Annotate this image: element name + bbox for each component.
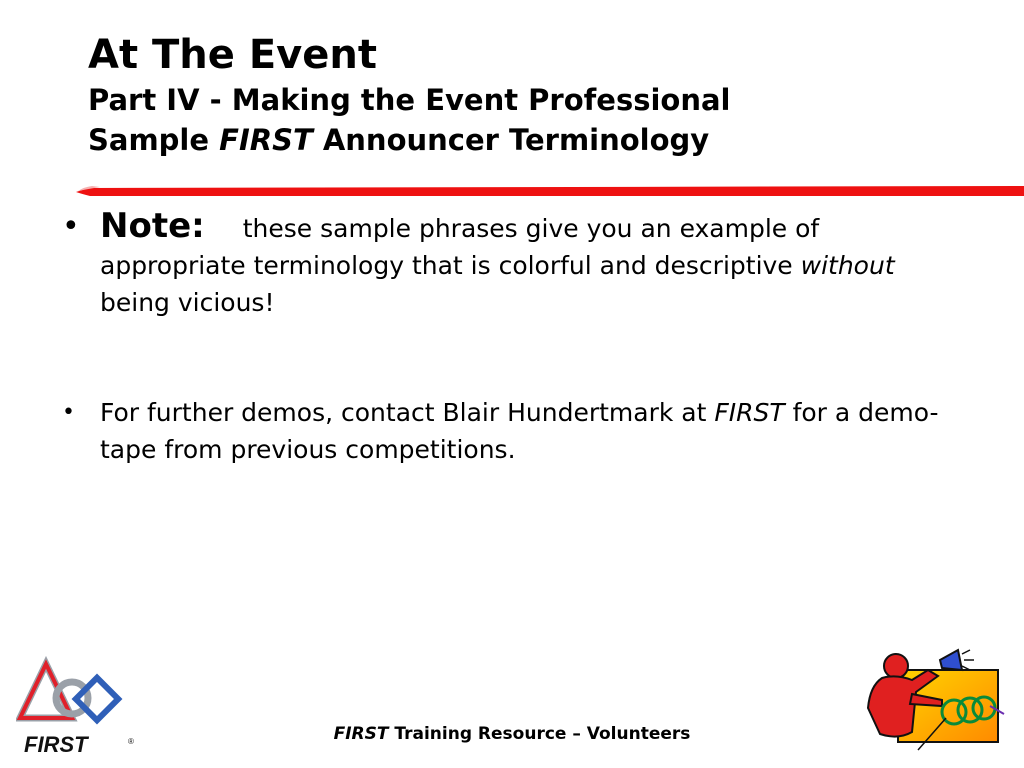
note-text-a: these sample phrases give you an example of appropriate terminology that is colorful and descriptive: [100, 214, 820, 280]
logo-text: FIRST: [24, 732, 88, 757]
note-text-italic: without: [800, 251, 895, 280]
announcer-megaphone-icon: [858, 648, 1008, 752]
slide-subtitle: Part IV - Making the Event Professional: [88, 83, 731, 117]
slide-title-block: [88, 30, 731, 160]
slide-subtitle-2: [88, 120, 731, 160]
slide-title: At The Event: [88, 32, 377, 78]
demos-text-italic: FIRST: [714, 398, 785, 427]
bullet-list: [62, 208, 962, 468]
bullet-item-note: [62, 208, 962, 321]
subtitle-2-before: Sample: [88, 123, 220, 157]
demos-text-b: for a demo-tape from previous competitions.: [100, 398, 939, 464]
logo-registered-mark: ®: [128, 737, 134, 746]
note-label: Note:: [100, 206, 205, 246]
footer-first: FIRST: [333, 724, 389, 744]
title-divider-line: [76, 178, 1024, 206]
bullet-dot-icon: •: [62, 209, 80, 244]
subtitle-2-after: Announcer Terminology: [312, 123, 710, 157]
bullet-item-demos: [62, 394, 962, 468]
demos-text-a: For further demos, contact Blair Hundertmark at: [100, 398, 715, 427]
footer-text: Training Resource – Volunteers: [388, 724, 691, 744]
subtitle-2-first: FIRST: [219, 123, 313, 157]
note-text-b: being vicious!: [100, 288, 275, 317]
bullet-dot-icon: •: [62, 400, 75, 425]
